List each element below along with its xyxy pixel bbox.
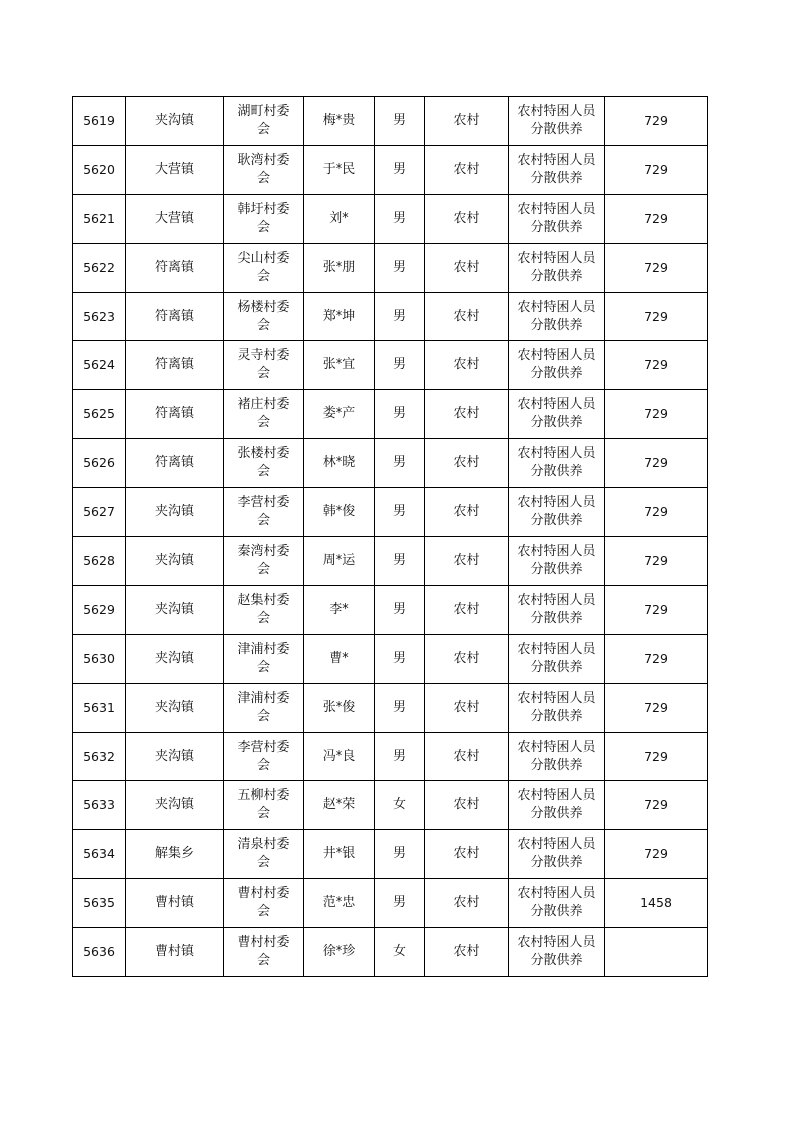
cell-relief-category [509,683,605,732]
cell-relief-category-line: 农村特困人员 [517,788,596,804]
cell-area-type: 农村 [425,341,509,390]
cell-village-committee [224,488,304,537]
table-row [73,928,708,977]
cell-relief-category-line: 农村特困人员 [517,592,596,608]
cell-town: 夹沟镇 [126,537,224,586]
table-row [73,488,708,537]
cell-name: 井*银 [304,830,375,879]
table-row [73,243,708,292]
cell-name: 范*忠 [304,879,375,928]
cell-area-type: 农村 [425,194,509,243]
cell-town: 符离镇 [126,292,224,341]
cell-village-committee-line: 会 [256,561,270,577]
cell-relief-category [509,292,605,341]
cell-relief-category-line: 分散供养 [530,561,583,577]
cell-gender: 男 [375,390,425,439]
cell-gender: 男 [375,879,425,928]
cell-serial-number: 5622 [73,243,126,292]
cell-village-committee-line: 会 [256,170,270,186]
cell-gender: 男 [375,585,425,634]
table-row [73,194,708,243]
cell-amount: 729 [605,292,708,341]
cell-relief-category-line: 分散供养 [530,464,583,480]
relief-recipient-table [72,96,708,977]
cell-relief-category-line: 分散供养 [530,855,583,871]
table-row [73,292,708,341]
cell-serial-number: 5635 [73,879,126,928]
cell-amount [605,928,708,977]
cell-town: 夹沟镇 [126,585,224,634]
cell-serial-number: 5634 [73,830,126,879]
cell-serial-number: 5628 [73,537,126,586]
cell-village-committee-line: 会 [256,659,270,675]
cell-village-committee-line: 李营村委 [237,495,290,511]
cell-gender: 男 [375,97,425,146]
cell-serial-number: 5631 [73,683,126,732]
cell-gender: 男 [375,292,425,341]
cell-relief-category-line: 农村特困人员 [517,837,596,853]
cell-relief-category-line: 分散供养 [530,415,583,431]
cell-village-committee-line: 曹村村委 [237,935,290,951]
cell-serial-number: 5626 [73,439,126,488]
table-row [73,439,708,488]
cell-relief-category [509,781,605,830]
cell-town: 符离镇 [126,243,224,292]
cell-village-committee [224,194,304,243]
cell-relief-category-line: 农村特困人员 [517,152,596,168]
cell-relief-category-line: 农村特困人员 [517,495,596,511]
cell-village-committee-line: 会 [256,415,270,431]
cell-relief-category-line: 农村特困人员 [517,690,596,706]
cell-village-committee [224,145,304,194]
cell-relief-category [509,145,605,194]
cell-serial-number: 5632 [73,732,126,781]
cell-village-committee-line: 会 [256,610,270,626]
cell-relief-category [509,194,605,243]
cell-relief-category-line: 分散供养 [530,219,583,235]
cell-town: 夹沟镇 [126,634,224,683]
cell-village-committee-line: 会 [256,708,270,724]
cell-relief-category [509,879,605,928]
cell-gender: 男 [375,634,425,683]
cell-village-committee [224,292,304,341]
cell-amount: 729 [605,732,708,781]
cell-area-type: 农村 [425,439,509,488]
cell-serial-number: 5633 [73,781,126,830]
cell-relief-category [509,585,605,634]
cell-name: 冯*良 [304,732,375,781]
cell-amount: 729 [605,390,708,439]
cell-village-committee-line: 杨楼村委 [237,299,290,315]
cell-village-committee-line: 津浦村委 [237,690,290,706]
cell-village-committee-line: 尖山村委 [237,250,290,266]
table-row [73,97,708,146]
cell-serial-number: 5623 [73,292,126,341]
cell-town: 符离镇 [126,390,224,439]
cell-amount: 1458 [605,879,708,928]
cell-relief-category-line: 分散供养 [530,904,583,920]
cell-village-committee-line: 会 [256,268,270,284]
cell-village-committee [224,390,304,439]
cell-name: 张*俊 [304,683,375,732]
cell-relief-category [509,341,605,390]
cell-village-committee [224,537,304,586]
cell-village-committee [224,439,304,488]
cell-relief-category-line: 农村特困人员 [517,103,596,119]
cell-village-committee-line: 津浦村委 [237,641,290,657]
cell-village-committee-line: 耿湾村委 [237,152,290,168]
cell-relief-category-line: 分散供养 [530,953,583,969]
cell-serial-number: 5636 [73,928,126,977]
cell-gender: 男 [375,830,425,879]
cell-name: 李* [304,585,375,634]
cell-village-committee-line: 湖町村委 [237,103,290,119]
cell-town: 大营镇 [126,194,224,243]
cell-village-committee-line: 会 [256,855,270,871]
cell-amount: 729 [605,781,708,830]
cell-village-committee-line: 灵寺村委 [237,348,290,364]
table-row [73,683,708,732]
cell-relief-category-line: 分散供养 [530,806,583,822]
cell-town: 夹沟镇 [126,781,224,830]
cell-serial-number: 5629 [73,585,126,634]
cell-village-committee [224,928,304,977]
cell-gender: 男 [375,145,425,194]
cell-relief-category [509,928,605,977]
cell-village-committee-line: 会 [256,904,270,920]
cell-name: 周*运 [304,537,375,586]
cell-village-committee [224,585,304,634]
cell-relief-category [509,830,605,879]
cell-village-committee-line: 会 [256,513,270,529]
table-body [73,97,708,977]
cell-town: 曹村镇 [126,928,224,977]
cell-village-committee-line: 张楼村委 [237,446,290,462]
cell-relief-category-line: 分散供养 [530,121,583,137]
cell-amount: 729 [605,830,708,879]
table-row [73,830,708,879]
cell-village-committee [224,243,304,292]
cell-name: 郑*坤 [304,292,375,341]
cell-village-committee-line: 会 [256,953,270,969]
cell-amount: 729 [605,194,708,243]
cell-gender: 男 [375,537,425,586]
cell-name: 于*民 [304,145,375,194]
table-row [73,390,708,439]
cell-relief-category [509,243,605,292]
cell-amount: 729 [605,341,708,390]
cell-name: 刘* [304,194,375,243]
cell-amount: 729 [605,243,708,292]
cell-serial-number: 5619 [73,97,126,146]
cell-gender: 男 [375,439,425,488]
table-row [73,781,708,830]
cell-town: 符离镇 [126,439,224,488]
cell-village-committee-line: 曹村村委 [237,886,290,902]
table-row [73,585,708,634]
cell-gender: 男 [375,243,425,292]
cell-village-committee-line: 赵集村委 [237,592,290,608]
cell-gender: 男 [375,488,425,537]
cell-village-committee-line: 会 [256,757,270,773]
cell-serial-number: 5627 [73,488,126,537]
cell-area-type: 农村 [425,537,509,586]
cell-name: 林*晓 [304,439,375,488]
cell-relief-category-line: 农村特困人员 [517,201,596,217]
cell-town: 夹沟镇 [126,97,224,146]
cell-village-committee [224,683,304,732]
cell-town: 夹沟镇 [126,732,224,781]
cell-amount: 729 [605,488,708,537]
cell-area-type: 农村 [425,390,509,439]
cell-name: 梅*贵 [304,97,375,146]
cell-village-committee-line: 会 [256,121,270,137]
cell-relief-category-line: 分散供养 [530,268,583,284]
cell-relief-category-line: 分散供养 [530,170,583,186]
cell-relief-category-line: 农村特困人员 [517,250,596,266]
cell-village-committee [224,879,304,928]
cell-amount: 729 [605,439,708,488]
cell-amount: 729 [605,683,708,732]
cell-town: 夹沟镇 [126,488,224,537]
cell-relief-category-line: 分散供养 [530,708,583,724]
cell-relief-category-line: 农村特困人员 [517,299,596,315]
cell-relief-category-line: 农村特困人员 [517,446,596,462]
cell-village-committee-line: 秦湾村委 [237,543,290,559]
cell-relief-category-line: 农村特困人员 [517,935,596,951]
cell-name: 娄*产 [304,390,375,439]
cell-village-committee-line: 会 [256,317,270,333]
cell-town: 曹村镇 [126,879,224,928]
cell-town: 符离镇 [126,341,224,390]
cell-town: 解集乡 [126,830,224,879]
cell-serial-number: 5625 [73,390,126,439]
cell-name: 韩*俊 [304,488,375,537]
relief-recipient-table-container [72,96,708,977]
cell-amount: 729 [605,145,708,194]
cell-relief-category-line: 分散供养 [530,610,583,626]
cell-relief-category-line: 农村特困人员 [517,397,596,413]
cell-amount: 729 [605,537,708,586]
cell-relief-category-line: 农村特困人员 [517,641,596,657]
cell-amount: 729 [605,634,708,683]
cell-village-committee-line: 五柳村委 [237,788,290,804]
cell-relief-category-line: 分散供养 [530,757,583,773]
cell-relief-category-line: 农村特困人员 [517,886,596,902]
cell-relief-category [509,634,605,683]
cell-relief-category [509,390,605,439]
cell-village-committee-line: 清泉村委 [237,837,290,853]
cell-relief-category-line: 分散供养 [530,659,583,675]
cell-area-type: 农村 [425,243,509,292]
cell-name: 徐*珍 [304,928,375,977]
cell-relief-category-line: 农村特困人员 [517,739,596,755]
cell-gender: 男 [375,341,425,390]
cell-village-committee [224,732,304,781]
cell-town: 大营镇 [126,145,224,194]
table-row [73,879,708,928]
cell-village-committee [224,634,304,683]
cell-village-committee [224,830,304,879]
cell-name: 赵*荣 [304,781,375,830]
cell-village-committee-line: 会 [256,366,270,382]
cell-serial-number: 5630 [73,634,126,683]
cell-gender: 女 [375,928,425,977]
cell-amount: 729 [605,97,708,146]
cell-serial-number: 5620 [73,145,126,194]
cell-village-committee-line: 褚庄村委 [237,397,290,413]
cell-serial-number: 5621 [73,194,126,243]
cell-area-type: 农村 [425,683,509,732]
cell-relief-category [509,97,605,146]
cell-village-committee [224,341,304,390]
cell-area-type: 农村 [425,634,509,683]
cell-relief-category-line: 分散供养 [530,317,583,333]
cell-gender: 男 [375,683,425,732]
cell-gender: 女 [375,781,425,830]
table-row [73,732,708,781]
cell-village-committee [224,97,304,146]
cell-relief-category-line: 分散供养 [530,513,583,529]
cell-area-type: 农村 [425,781,509,830]
cell-name: 张*朋 [304,243,375,292]
cell-relief-category [509,732,605,781]
table-row [73,537,708,586]
cell-amount: 729 [605,585,708,634]
cell-area-type: 农村 [425,145,509,194]
cell-relief-category-line: 农村特困人员 [517,348,596,364]
cell-name: 曹* [304,634,375,683]
cell-serial-number: 5624 [73,341,126,390]
cell-town: 夹沟镇 [126,683,224,732]
cell-gender: 男 [375,194,425,243]
cell-relief-category [509,537,605,586]
cell-relief-category-line: 分散供养 [530,366,583,382]
cell-relief-category-line: 农村特困人员 [517,543,596,559]
cell-village-committee-line: 会 [256,464,270,480]
cell-village-committee-line: 韩圩村委 [237,201,290,217]
cell-village-committee-line: 会 [256,219,270,235]
cell-relief-category [509,488,605,537]
cell-area-type: 农村 [425,830,509,879]
cell-area-type: 农村 [425,928,509,977]
cell-village-committee [224,781,304,830]
cell-area-type: 农村 [425,292,509,341]
cell-area-type: 农村 [425,732,509,781]
cell-village-committee-line: 会 [256,806,270,822]
cell-area-type: 农村 [425,585,509,634]
cell-area-type: 农村 [425,97,509,146]
cell-village-committee-line: 李营村委 [237,739,290,755]
cell-relief-category [509,439,605,488]
table-row [73,634,708,683]
cell-gender: 男 [375,732,425,781]
table-row [73,341,708,390]
cell-name: 张*宜 [304,341,375,390]
cell-area-type: 农村 [425,488,509,537]
table-row [73,145,708,194]
cell-area-type: 农村 [425,879,509,928]
